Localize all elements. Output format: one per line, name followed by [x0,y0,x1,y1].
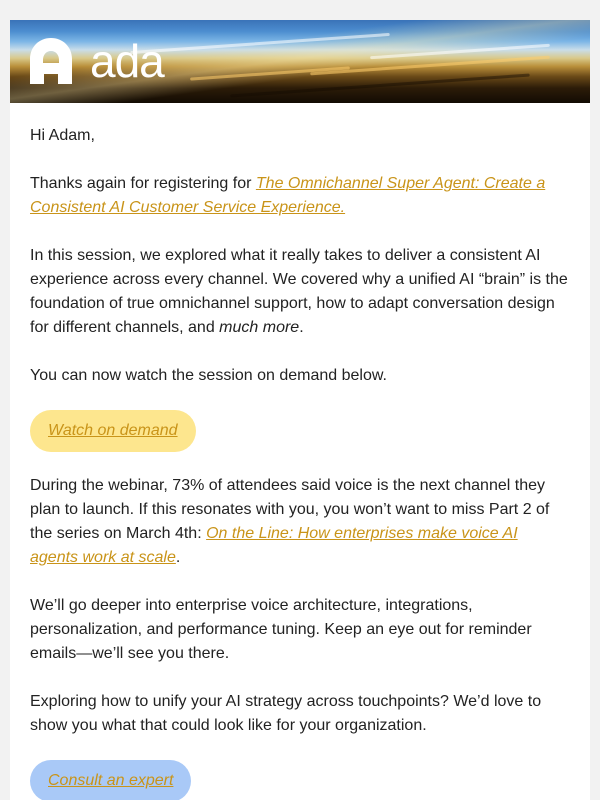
email-body [10,103,590,800]
hero-streak [230,74,529,98]
webinar-link[interactable]: The Omnichannel Super Agent: Create a Consistent AI Customer Service Experience. [30,175,546,216]
deeper-dive-paragraph: We’ll go deeper into enterprise voice architecture, integrations, personalization, and performance tuning. Keep an eye out for reminder emails—we’ll see you there. [30,597,532,662]
greeting: Hi Adam, [30,127,95,144]
hero-streak [130,33,390,54]
hero-banner [10,20,590,103]
part-two-lead: During the webinar, 73% of attendees said voice is the next channel they plan to launch. If this resonates with you, you won’t want to miss Part 2 of the series on March 4th: [30,477,550,542]
part-two-paragraph [30,474,570,570]
registration-paragraph [30,172,570,220]
email-card [10,20,590,800]
brand-wordmark: ada [90,35,164,87]
registration-lead: Thanks again for registering for [30,175,256,192]
session-summary-end: . [299,319,304,336]
part-two-link[interactable]: On the Line: How enterprises make voice AI agents work at scale [30,525,518,566]
ada-logo-icon [30,38,72,84]
strategy-paragraph: Exploring how to unify your AI strategy across touchpoints? We’d love to show you what that could look like for your organization. [30,693,542,734]
session-summary-emphasis: much more [219,319,300,336]
session-summary-text: In this session, we explored what it really takes to deliver a consistent AI experience across every channel. We covered why a unified AI “brain” is the foundation of true omnichannel support, how to adapt conversation design for different channels, and [30,247,568,336]
part-two-end: . [175,549,181,566]
on-demand-paragraph: You can now watch the session on demand below. [30,367,387,384]
watch-on-demand-button[interactable]: Watch on demand [30,410,196,452]
consult-expert-button[interactable]: Consult an expert [30,760,191,800]
hero-streak [310,56,550,76]
brand-logo[interactable] [30,35,164,87]
session-summary-paragraph [30,244,570,340]
